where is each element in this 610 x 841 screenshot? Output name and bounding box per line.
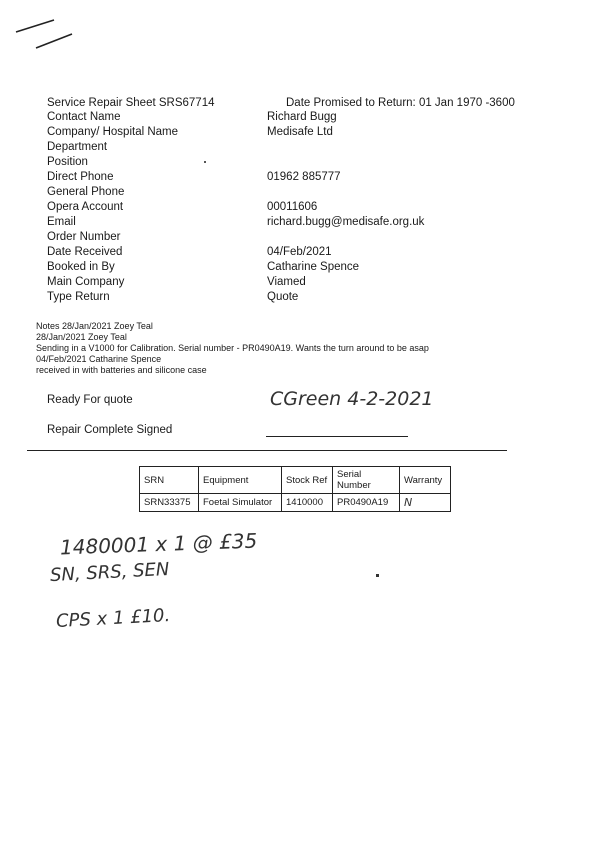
table-header-cell: SRN: [140, 467, 199, 494]
field-value: Catharine Spence: [267, 261, 360, 273]
field-value: Quote: [267, 291, 299, 303]
field-label: Email: [47, 216, 76, 228]
field-value: Richard Bugg: [267, 111, 337, 123]
handwritten-line: CPS x 1 £10.: [55, 605, 171, 632]
field-label: Main Company: [47, 276, 125, 288]
table-header-cell: Equipment: [199, 467, 282, 494]
ready-signature: CGreen 4-2-2021: [270, 388, 434, 410]
table-header-cell: Serial Number: [333, 467, 400, 494]
table-header-cell: Warranty: [400, 467, 451, 494]
table-cell: N: [400, 494, 451, 512]
handwritten-line: SN, SRS, SEN: [49, 558, 170, 587]
field-value: 00011606: [267, 201, 318, 213]
divider: [27, 450, 507, 451]
field-value: 01962 885777: [267, 171, 341, 183]
srn-table: [139, 466, 451, 512]
signature-line: [266, 436, 408, 437]
repair-complete-label: Repair Complete Signed: [47, 424, 173, 436]
stray-mark: [204, 161, 206, 163]
field-label: Company/ Hospital Name: [47, 126, 179, 138]
table-cell: SRN33375: [140, 494, 199, 512]
field-label: General Phone: [47, 186, 125, 198]
field-label: Booked in By: [47, 261, 115, 273]
field-label: Contact Name: [47, 111, 121, 123]
field-label: Direct Phone: [47, 171, 114, 183]
field-label: Opera Account: [47, 201, 124, 213]
note-line: received in with batteries and silicone case: [36, 365, 207, 375]
field-label: Order Number: [47, 231, 121, 243]
table-cell: 1410000: [282, 494, 333, 512]
table-cell: Foetal Simulator: [199, 494, 282, 512]
note-line: 04/Feb/2021 Catharine Spence: [36, 354, 162, 364]
scribble-mark: [14, 14, 74, 54]
field-value: Medisafe Ltd: [267, 126, 333, 138]
table-row: [140, 494, 451, 512]
table-header-cell: Stock Ref: [282, 467, 333, 494]
note-line: Sending in a V1000 for Calibration. Serial number - PR0490A19. Wants the turn around to be asap: [36, 343, 429, 353]
field-label: Type Return: [47, 291, 110, 303]
note-line: 28/Jan/2021 Zoey Teal: [36, 332, 127, 342]
field-label: Position: [47, 156, 88, 168]
handwritten-line: 1480001 x 1 @ £35: [59, 528, 258, 560]
note-line: Notes 28/Jan/2021 Zoey Teal: [36, 321, 153, 331]
stray-mark: [376, 574, 379, 577]
sheet-title: Service Repair Sheet SRS67714: [47, 97, 215, 109]
field-label: Department: [47, 141, 108, 153]
field-value: 04/Feb/2021: [267, 246, 332, 258]
field-value: richard.bugg@medisafe.org.uk: [267, 216, 425, 228]
table-header-row: [140, 467, 451, 494]
table-cell: PR0490A19: [333, 494, 400, 512]
date-promised: Date Promised to Return: 01 Jan 1970 -3600: [286, 97, 515, 109]
field-value: Viamed: [267, 276, 306, 288]
field-label: Date Received: [47, 246, 123, 258]
ready-for-quote-label: Ready For quote: [47, 394, 133, 406]
